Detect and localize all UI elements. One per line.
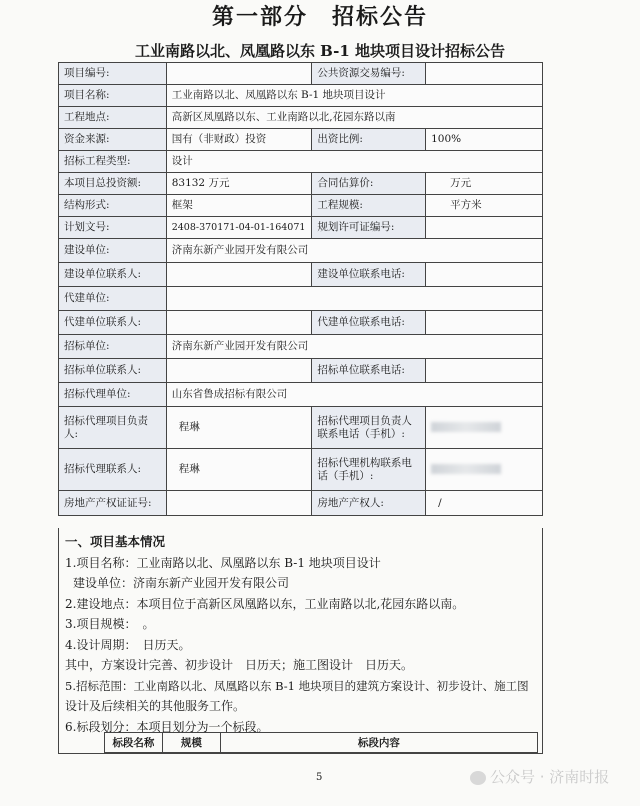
project-no-value	[166, 63, 312, 85]
table-row	[59, 173, 543, 195]
builder-contact-value	[166, 263, 312, 287]
agency-contact-label: 招标代理联系人:	[59, 449, 167, 491]
agency-lead-phone-value	[426, 407, 543, 449]
info-line: 6.标段划分：本项目划分为一个标段。	[65, 719, 269, 734]
builder-contact-label: 建设单位联系人:	[59, 263, 167, 287]
table-row	[59, 151, 543, 173]
info-line: 其中，方案设计完善、初步设计 日历天；施工图设计 日历天。	[65, 658, 414, 672]
agency-lead-value: 程琳	[166, 407, 312, 449]
property-owner-label: 房地产产权人:	[312, 491, 426, 516]
contract-est-value: 万元	[426, 173, 543, 195]
property-owner-value: /	[426, 491, 543, 516]
project-no-label: 项目编号:	[59, 63, 167, 85]
wechat-icon	[470, 771, 486, 785]
part-title: 第一部分 招标公告	[211, 4, 428, 30]
column-header: 标段内容	[220, 733, 537, 753]
redacted-phone	[431, 464, 501, 474]
info-line: 2.建设地点：本项目位于高新区凤凰路以东，工业南路以北,花园东路以南。	[65, 596, 465, 611]
section-heading: 一、项目基本情况	[65, 534, 166, 549]
agent-builder-label: 代建单位:	[59, 287, 167, 311]
scale-label: 工程规模:	[312, 195, 426, 217]
property-cert-value	[166, 491, 312, 516]
tenderer-value: 济南东新产业园开发有限公司	[166, 335, 542, 359]
funding-value: 国有（非财政）投资	[166, 129, 312, 151]
bid-type-label: 招标工程类型:	[59, 151, 167, 173]
bid-type-value: 设计	[166, 151, 542, 173]
total-invest-value: 83132 万元	[166, 173, 312, 195]
agency-lead-label: 招标代理项目负责人:	[59, 407, 167, 449]
agency-contact-value: 程琳	[166, 449, 312, 491]
column-header: 标段名称	[105, 733, 163, 753]
info-line: 4.设计周期： 日历天。	[65, 637, 191, 652]
table-row	[59, 383, 543, 407]
info-line: 设计及后续相关的其他服务工作。	[65, 699, 246, 713]
tenderer-phone-value	[426, 359, 543, 383]
table-row	[59, 311, 543, 335]
funding-label: 资金来源:	[59, 129, 167, 151]
agent-builder-contact-value	[166, 311, 312, 335]
agent-builder-contact-label: 代建单位联系人:	[59, 311, 167, 335]
bid-section-table	[104, 732, 538, 753]
structure-label: 结构形式:	[59, 195, 167, 217]
project-basic-info	[58, 528, 543, 754]
watermark	[470, 766, 609, 787]
pub-trade-no-label: 公共资源交易编号:	[312, 63, 426, 85]
builder-label: 建设单位:	[59, 239, 167, 263]
tenderer-label: 招标单位:	[59, 335, 167, 359]
table-row	[59, 85, 543, 107]
project-name-label: 项目名称:	[59, 85, 167, 107]
table-row	[59, 287, 543, 311]
table-row	[59, 449, 543, 491]
plan-doc-label: 计划文号:	[59, 217, 167, 239]
location-value: 高新区凤凰路以东、工业南路以北,花园东路以南	[166, 107, 542, 129]
table-row	[59, 217, 543, 239]
table-row	[59, 129, 543, 151]
project-name-value: 工业南路以北、凤凰路以东 B-1 地块项目设计	[166, 85, 542, 107]
tenderer-contact-value	[166, 359, 312, 383]
ratio-label: 出资比例:	[312, 129, 426, 151]
property-cert-label: 房地产产权证证号:	[59, 491, 167, 516]
ratio-value: 100%	[426, 129, 543, 151]
info-line: 建设单位：济南东新产业园开发有限公司	[73, 576, 290, 590]
agency-org-phone-label: 招标代理机构联系电话（手机）:	[312, 449, 426, 491]
document-title: 工业南路以北、凤凰路以东 B-1 地块项目设计招标公告	[134, 42, 506, 60]
tenderer-contact-label: 招标单位联系人:	[59, 359, 167, 383]
agent-builder-value	[166, 287, 542, 311]
table-row	[59, 195, 543, 217]
builder-value: 济南东新产业园开发有限公司	[166, 239, 542, 263]
info-line: 5.招标范围：工业南路以北、凤凰路以东 B-1 地块项目的建筑方案设计、初步设计、施工图	[65, 678, 529, 693]
permit-label: 规划许可证编号:	[312, 217, 426, 239]
table-header-row	[105, 733, 538, 753]
permit-value	[426, 217, 543, 239]
structure-value: 框架	[166, 195, 312, 217]
scale-value: 平方米	[426, 195, 543, 217]
builder-phone-label: 建设单位联系电话:	[312, 263, 426, 287]
agent-builder-phone-value	[426, 311, 543, 335]
table-row	[59, 491, 543, 516]
agency-org-phone-value	[426, 449, 543, 491]
agency-lead-phone-label: 招标代理项目负责人联系电话（手机）:	[312, 407, 426, 449]
location-label: 工程地点:	[59, 107, 167, 129]
table-row	[59, 263, 543, 287]
announcement-form-table	[58, 62, 543, 516]
agency-value: 山东省鲁成招标有限公司	[166, 383, 542, 407]
contract-est-label: 合同估算价:	[312, 173, 426, 195]
watermark-text: 公众号 · 济南时报	[490, 768, 610, 786]
agency-label: 招标代理单位:	[59, 383, 167, 407]
table-row	[59, 407, 543, 449]
agent-builder-phone-label: 代建单位联系电话:	[312, 311, 426, 335]
plan-doc-value: 2408-370171-04-01-164071	[166, 217, 312, 239]
table-row	[59, 63, 543, 85]
column-header: 规模	[162, 733, 220, 753]
info-line: 1.项目名称：工业南路以北、凤凰路以东 B-1 地块项目设计	[65, 555, 381, 570]
redacted-phone	[431, 422, 501, 432]
table-row	[59, 239, 543, 263]
table-row	[59, 359, 543, 383]
info-line: 3.项目规模： 。	[65, 617, 155, 631]
table-row	[59, 335, 543, 359]
table-row	[59, 107, 543, 129]
tenderer-phone-label: 招标单位联系电话:	[312, 359, 426, 383]
pub-trade-no-value	[426, 63, 543, 85]
total-invest-label: 本项目总投资额:	[59, 173, 167, 195]
builder-phone-value	[426, 263, 543, 287]
page-number: 5	[316, 772, 323, 783]
